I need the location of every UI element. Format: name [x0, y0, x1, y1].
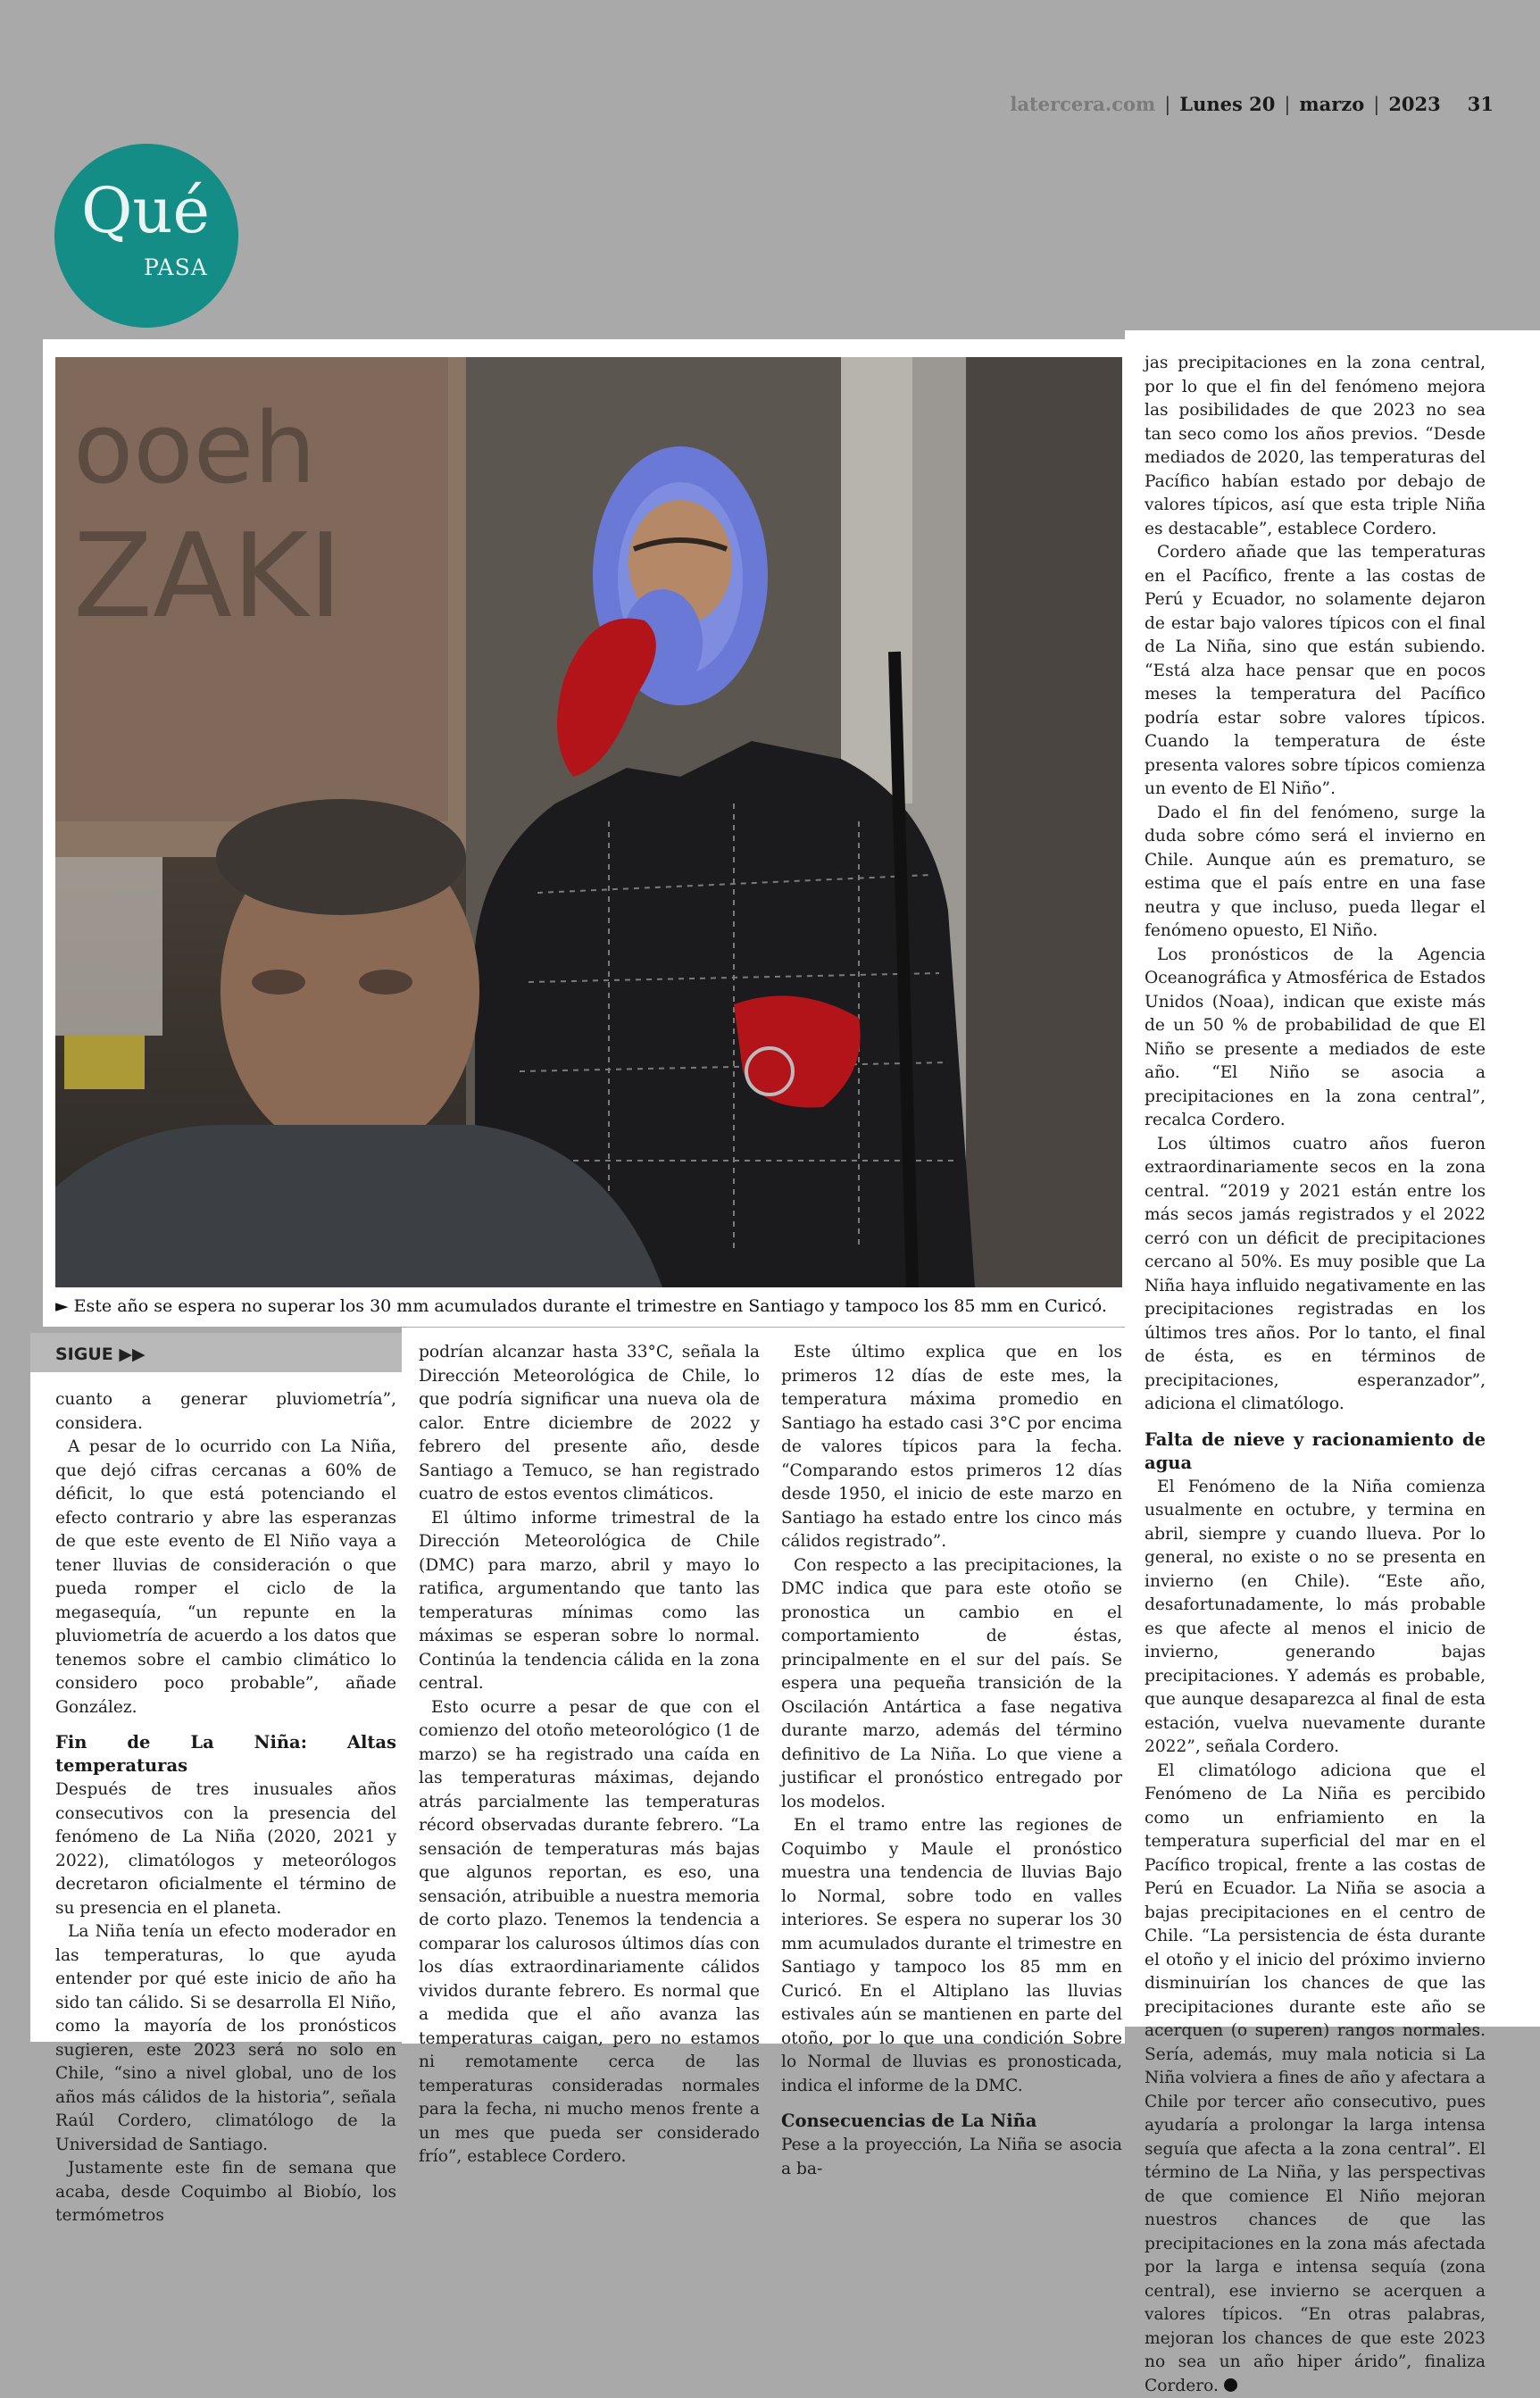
paragraph: Este último explica que en los primeros 12 días de este mes, la temperatura máxima promedio en Santiago ha estado casi 3°C por encima de valores típicos para la fecha. “Comparando estos primeros 12 días desde 1950, el inicio de este marzo en Santiago ha estado entre los cinco más cálidos registrado”.	[781, 1341, 1122, 1554]
caption-text: Este año se espera no superar los 30 mm acumulados durante el trimestre en Santiago y tampoco los 85 mm en Curicó.	[74, 1296, 1107, 1316]
end-of-article-icon	[1224, 2378, 1237, 2392]
header-date: Lunes 20	[1179, 93, 1275, 115]
paragraph: El Fenómeno de la Niña comienza usualmente en octubre, y termina en abril, siempre y cuando llueva. Por lo general, no existe o no se presenta en invierno (en Chile). “Este año, desafortunadamente, lo más probable es que afecte al menos el inicio de invierno, generando bajas precipitaciones. Y además es probable, que aunque desaparezca al final de esta estación, vuelva nuevamente durante 2022”, señala Cordero.	[1145, 1476, 1486, 1760]
header-year: 2023	[1388, 93, 1440, 115]
logo-sub-text: PASA	[144, 254, 208, 280]
svg-text:ZAKI: ZAKI	[73, 508, 343, 644]
page-number: 31	[1468, 93, 1494, 115]
paragraph: Los últimos cuatro años fueron extraordinariamente secos en la zona central. “2019 y 2021 están entre los más secos jamás registrados y el 2022 cerró con un déficit de precipitaciones cercano al 50%. Es muy posible que La Niña haya influido negativamente en las precipitaciones registradas en los últimos tres años. Por lo tanto, el final de ésta, es en términos de precipitaciones, esperanzador”, adiciona el climatólogo.	[1145, 1133, 1486, 1417]
logo-main-text: Qué	[81, 179, 210, 242]
subheading: Fin de La Niña: Altas temperaturas	[55, 1731, 396, 1778]
paragraph	[1145, 1760, 1486, 2398]
section-logo	[54, 144, 238, 328]
paragraph: cuanto a generar pluviometría”, considera.	[55, 1388, 396, 1436]
paragraph: Pese a la proyección, La Niña se asocia a ba-	[781, 2134, 1122, 2181]
article-column-2	[419, 1341, 760, 2169]
page-header	[1010, 93, 1494, 115]
site-name: latercera.com	[1010, 93, 1155, 115]
paragraph: Después de tres inusuales años consecutivos con la presencia del fenómeno de La Niña (2020, 2021 y 2022), climatólogos y meteorólogos decretaron oficialmente el término de su presencia en el planeta.	[55, 1778, 396, 1920]
photo-illustration	[55, 357, 1122, 1287]
paragraph: Los pronósticos de la Agencia Oceanográfica y Atmosférica de Estados Unidos (Noaa), indican que existe más de un 50 % de probabilidad de que El Niño se presente a mediados de este año. “El Niño se asocia a precipitaciones en la zona central”, recalca Cordero.	[1145, 944, 1486, 1133]
caption-arrow-icon: ►	[55, 1296, 69, 1316]
header-month: marzo	[1299, 93, 1364, 115]
header-separator: |	[1373, 94, 1379, 115]
article-column-3	[781, 1341, 1122, 2181]
paragraph: Esto ocurre a pesar de que con el comienzo del otoño meteorológico (1 de marzo) se ha registrado una caída en las temperaturas máximas, dejando atrás parcialmente las temperaturas récord observadas durante febrero. “La sensación de temperaturas más bajas que algunos reportan, es eso, una sensación, atribuible a nuestra memoria de corto plazo. Tenemos la tendencia a comparar los calurosos últimos días con los días extraordinariamente cálidos vividos durante febrero. Es normal que a medida que el año avanza las temperaturas caigan, pero no estamos ni remotamente cerca de las temperaturas consideradas normales para la fecha, ni mucho menos frente a un mes que pueda ser considerado frío”, establece Cordero.	[419, 1696, 760, 2169]
paragraph: Con respecto a las precipitaciones, la DMC indica que para este otoño se pronostica un cambio en el comportamiento de éstas, principalmente en el sur del país. Se espera una pequeña transición de la Oscilación Antártica a fase negativa durante marzo, además del término definitivo de La Niña. Lo que viene a justificar el pronóstico entregado por los modelos.	[781, 1554, 1122, 1815]
svg-text:ooeh: ooeh	[73, 391, 316, 505]
paragraph: Cordero añade que las temperaturas en el Pacífico, frente a las costas de Perú y Ecuador, no solamente dejaron de estar bajo valores típicos con el final de La Niña, sino que están subiendo. “Está alza hace pensar que en pocos meses la temperatura del Pacífico podría estar sobre valores típicos. Cuando la temperatura de éste presenta valores sobre típicos comienza un evento de El Niño”.	[1145, 541, 1486, 802]
paragraph: podrían alcanzar hasta 33°C, señala la Dirección Meteorológica de Chile, lo que podría significar una nueva ola de calor. Entre diciembre de 2022 y febrero del presente año, desde Santiago a Temuco, se han registrado cuatro de estos eventos climáticos.	[419, 1341, 760, 1507]
paragraph-text: El climatólogo adiciona que el Fenómeno de La Niña es percibido como un enfriamiento en la temperatura superficial del mar en el Pacífico tropical, frente a las costas de Perú en Ecuador. La Niña se asocia a bajas precipitaciones en el centro de Chile. “La persistencia de ésta durante el otoño y el inicio del próximo invierno disminuirían los chances de que las precipitaciones durante este año se acerquen (o superen) rangos normales. Sería, además, muy mala noticia si La Niña volviera a fines de año y afectara a Chile por tercer año consecutivo, pues ayudaría a prolongar la larga intensa seguía que afecta a la zona central”. El término de La Niña, y las perspectivas de que comience El Niño mejoran nuestros chances de que las precipitaciones en la zona más afectada por la larga e intensa sequía (zona central), ese invierno se acerquen a valores típicos. “En otras palabras, mejoran los chances de que este 2023 no sea un año hiper árido”, finaliza Cordero.	[1145, 1761, 1486, 2395]
paragraph: La Niña tenía un efecto moderador en las temperaturas, lo que ayuda entender por qué este inicio de año ha sido tan cálido. Si se desarrolla El Niño, como la mayoría de los pronósticos sugieren, este 2023 será no solo en Chile, “sino a nivel global, uno de los años más cálidos de la historia”, señala Raúl Cordero, climatólogo de la Universidad de Santiago.	[55, 1920, 396, 2157]
paragraph: A pesar de lo ocurrido con La Niña, que dejó cifras cercanas a 60% de déficit, lo que está potenciando el efecto contrario y abre las esperanzas de que este evento de El Niño vaya a tener lluvias de consideración o que pueda romper el ciclo de la megasequía, “un repunte en la pluviometría de acuerdo a los datos que tenemos sobre el cambio climático lo considero poco probable”, añade González.	[55, 1436, 396, 1719]
header-separator: |	[1164, 94, 1170, 115]
paragraph: Dado el fin del fenómeno, surge la duda sobre cómo será el invierno en Chile. Aunque aún es prematuro, se estima que el país entre en una fase neutra y que incluso, pueda llegar el fenómeno opuesto, El Niño.	[1145, 802, 1486, 944]
article-column-1	[55, 1388, 396, 2228]
photo-caption	[55, 1296, 1118, 1316]
article-photo	[55, 357, 1122, 1287]
paragraph: Justamente este fin de semana que acaba, desde Coquimbo al Biobío, los termómetros	[55, 2157, 396, 2228]
paragraph: El último informe trimestral de la Dirección Meteorológica de Chile (DMC) para marzo, abril y mayo lo ratifica, argumentando que tanto las temperaturas mínimas como las máximas se esperan sobre lo normal. Continúa la tendencia cálida en la zona central.	[419, 1507, 760, 1696]
subheading: Consecuencias de La Niña	[781, 2110, 1122, 2133]
subheading: Falta de nieve y racionamiento de agua	[1145, 1428, 1486, 1475]
paragraph: En el tramo entre las regiones de Coquimbo y Maule el pronóstico muestra una tendencia de lluvias Bajo lo Normal, sobre todo en valles interiores. Se espera no superar los 30 mm acumulados durante el trimestre en Santiago y tampoco los 85 mm en Curicó. En el Altiplano las lluvias estivales aún se mantienen en parte del otoño, por lo que una condición Sobre lo Normal de lluvias es pronosticada, indica el informe de la DMC.	[781, 1814, 1122, 2098]
article-column-4	[1145, 352, 1486, 2398]
header-separator: |	[1284, 94, 1290, 115]
sigue-label: SIGUE ▶▶	[30, 1333, 402, 1372]
paragraph: jas precipitaciones en la zona central, por lo que el fin del fenómeno mejora las posibilidades de que 2023 no sea tan seco como los años previos. “Desde mediados de 2020, las temperaturas del Pacífico habían estado por debajo de valores típicos, así que esta triple Niña es destacable”, establece Cordero.	[1145, 352, 1486, 541]
